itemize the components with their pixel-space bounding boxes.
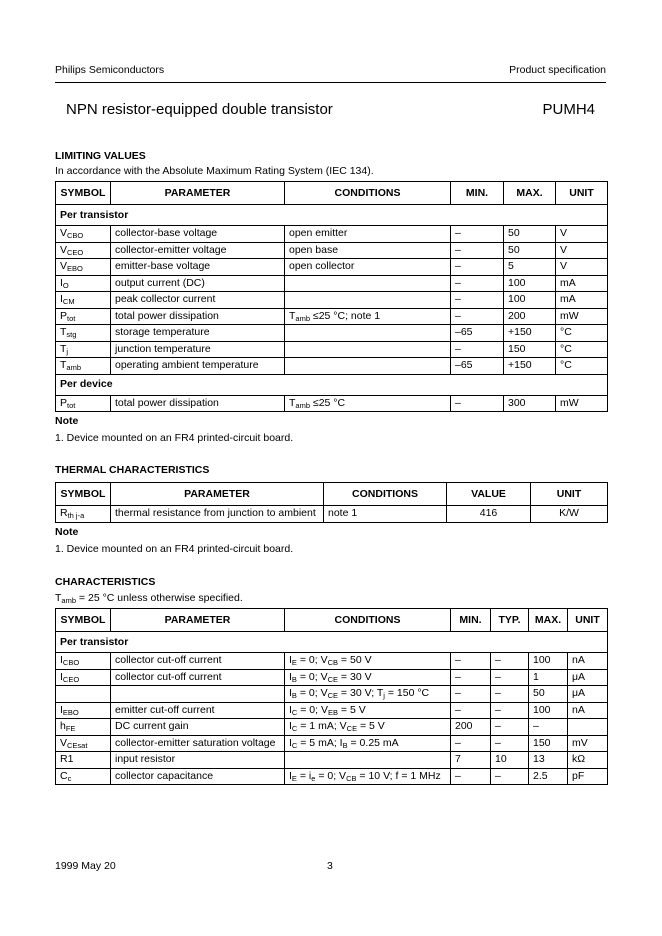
conditions-cell — [285, 275, 451, 292]
group-row — [56, 205, 608, 226]
symbol-cell: $I_O$ — [56, 275, 111, 292]
symbol-cell: $P_{tot}$ — [56, 308, 111, 325]
conditions-cell — [285, 358, 451, 375]
chars-intro: $T_{amb} = 25$ °C unless otherwise specified. — [55, 592, 243, 605]
typ-cell: – — [491, 702, 529, 719]
column-header: VALUE — [447, 483, 531, 506]
max-cell: 100 — [504, 275, 556, 292]
table-row — [56, 768, 608, 785]
max-cell: 200 — [504, 308, 556, 325]
symbol-cell — [56, 686, 111, 703]
max-cell: 150 — [529, 735, 568, 752]
company-name: Philips Semiconductors — [55, 64, 165, 76]
group-label: Per transistor — [56, 632, 608, 653]
table-row — [56, 226, 608, 243]
limiting-values-table — [55, 181, 608, 412]
min-cell: – — [451, 686, 491, 703]
symbol-cell: $V_{EBO}$ — [56, 259, 111, 276]
symbol-cell: $T_{amb}$ — [56, 358, 111, 375]
parameter-cell: total power dissipation — [111, 308, 285, 325]
doc-type: Product specification — [509, 64, 606, 76]
unit-cell: mA — [556, 292, 608, 309]
parameter-cell: storage temperature — [111, 325, 285, 342]
conditions-cell — [285, 325, 451, 342]
min-cell: – — [451, 735, 491, 752]
unit-cell: nA — [568, 702, 608, 719]
min-cell: –65 — [451, 325, 504, 342]
characteristics-table — [55, 608, 608, 785]
min-cell: – — [451, 226, 504, 243]
footer-date: 1999 May 20 — [55, 860, 116, 872]
table-header-row — [56, 609, 608, 632]
table-row — [56, 259, 608, 276]
table-row — [56, 325, 608, 342]
max-cell: +150 — [504, 325, 556, 342]
min-cell: – — [451, 702, 491, 719]
header-rule — [55, 82, 606, 83]
conditions-cell: $I_B = 0$; $V_{CE} = 30$ V — [285, 669, 451, 686]
column-header: CONDITIONS — [285, 609, 451, 632]
table-header-row — [56, 483, 608, 506]
symbol-cell: $T_j$ — [56, 341, 111, 358]
min-cell: – — [451, 275, 504, 292]
group-row — [56, 632, 608, 653]
parameter-cell: DC current gain — [111, 719, 285, 736]
symbol-cell: $I_{EBO}$ — [56, 702, 111, 719]
conditions-cell: open emitter — [285, 226, 451, 243]
parameter-cell: peak collector current — [111, 292, 285, 309]
conditions-cell: $I_E = i_e = 0$; $V_{CB} = 10$ V; f = 1 MHz — [285, 768, 451, 785]
parameter-cell: collector-emitter saturation voltage — [111, 735, 285, 752]
chars-heading: CHARACTERISTICS — [55, 576, 156, 588]
unit-cell: V — [556, 226, 608, 243]
thermal-note-title: Note — [55, 526, 79, 538]
parameter-cell: thermal resistance from junction to ambient — [111, 506, 324, 523]
conditions-cell: $T_{amb} \le 25$ °C — [285, 395, 451, 412]
column-header: MAX. — [529, 609, 568, 632]
unit-cell: V — [556, 259, 608, 276]
unit-cell — [568, 719, 608, 736]
unit-cell: mA — [556, 275, 608, 292]
unit-cell: pF — [568, 768, 608, 785]
symbol-cell: $P_{tot}$ — [56, 395, 111, 412]
parameter-cell: total power dissipation — [111, 395, 285, 412]
max-cell: 300 — [504, 395, 556, 412]
column-header: UNIT — [531, 483, 608, 506]
typ-cell: – — [491, 669, 529, 686]
unit-cell: °C — [556, 358, 608, 375]
column-header: SYMBOL — [56, 483, 111, 506]
symbol-cell: $h_{FE}$ — [56, 719, 111, 736]
parameter-cell: emitter-base voltage — [111, 259, 285, 276]
limiting-note: 1. Device mounted on an FR4 printed-circuit board. — [55, 432, 294, 444]
conditions-cell: note 1 — [324, 506, 447, 523]
parameter-cell: emitter cut-off current — [111, 702, 285, 719]
parameter-cell: input resistor — [111, 752, 285, 769]
column-header: UNIT — [568, 609, 608, 632]
part-number: PUMH4 — [542, 101, 595, 118]
thermal-note: 1. Device mounted on an FR4 printed-circuit board. — [55, 543, 294, 555]
table-row — [56, 735, 608, 752]
conditions-cell: open collector — [285, 259, 451, 276]
column-header: SYMBOL — [56, 609, 111, 632]
symbol-cell: $I_{CM}$ — [56, 292, 111, 309]
footer-page-number: 3 — [327, 860, 333, 872]
parameter-cell: collector-base voltage — [111, 226, 285, 243]
limiting-intro: In accordance with the Absolute Maximum Rating System (IEC 134). — [55, 165, 374, 177]
conditions-cell: $I_C = 1$ mA; $V_{CE} = 5$ V — [285, 719, 451, 736]
column-header: UNIT — [556, 182, 608, 205]
min-cell: – — [451, 768, 491, 785]
max-cell: 100 — [504, 292, 556, 309]
unit-cell: nA — [568, 653, 608, 670]
max-cell: 100 — [529, 702, 568, 719]
parameter-cell: collector cut-off current — [111, 669, 285, 686]
unit-cell: °C — [556, 325, 608, 342]
min-cell: – — [451, 669, 491, 686]
conditions-cell: open base — [285, 242, 451, 259]
symbol-cell: $C_c$ — [56, 768, 111, 785]
column-header: CONDITIONS — [324, 483, 447, 506]
table-row — [56, 358, 608, 375]
unit-cell: K/W — [531, 506, 608, 523]
column-header: SYMBOL — [56, 182, 111, 205]
typ-cell: – — [491, 735, 529, 752]
max-cell: 100 — [529, 653, 568, 670]
typ-cell: – — [491, 653, 529, 670]
table-row — [56, 506, 608, 523]
column-header: TYP. — [491, 609, 529, 632]
table-row — [56, 752, 608, 769]
symbol-cell: $R_{th j-a}$ — [56, 506, 111, 523]
parameter-cell: collector-emitter voltage — [111, 242, 285, 259]
unit-cell: mV — [568, 735, 608, 752]
typ-cell: – — [491, 686, 529, 703]
conditions-cell — [285, 292, 451, 309]
typ-cell: – — [491, 768, 529, 785]
table-row — [56, 395, 608, 412]
symbol-cell: $V_{CEO}$ — [56, 242, 111, 259]
min-cell: – — [451, 653, 491, 670]
column-header: CONDITIONS — [285, 182, 451, 205]
min-cell: – — [451, 341, 504, 358]
group-label: Per device — [56, 374, 608, 395]
max-cell: 150 — [504, 341, 556, 358]
symbol-cell: $V_{CBO}$ — [56, 226, 111, 243]
table-row — [56, 242, 608, 259]
table-row — [56, 702, 608, 719]
conditions-cell: $I_C = 0$; $V_{EB} = 5$ V — [285, 702, 451, 719]
unit-cell: V — [556, 242, 608, 259]
table-row — [56, 669, 608, 686]
value-cell: 416 — [447, 506, 531, 523]
min-cell: – — [451, 259, 504, 276]
conditions-cell: $T_{amb} \le 25$ °C; note 1 — [285, 308, 451, 325]
typ-cell: – — [491, 719, 529, 736]
max-cell: 50 — [504, 242, 556, 259]
max-cell: 50 — [504, 226, 556, 243]
max-cell: – — [529, 719, 568, 736]
conditions-cell: $I_E = 0$; $V_{CB} = 50$ V — [285, 653, 451, 670]
column-header: PARAMETER — [111, 609, 285, 632]
parameter-cell: operating ambient temperature — [111, 358, 285, 375]
table-row — [56, 308, 608, 325]
min-cell: – — [451, 395, 504, 412]
table-row — [56, 686, 608, 703]
limiting-note-title: Note — [55, 415, 79, 427]
max-cell: +150 — [504, 358, 556, 375]
table-row — [56, 341, 608, 358]
max-cell: 2.5 — [529, 768, 568, 785]
max-cell: 1 — [529, 669, 568, 686]
limiting-heading: LIMITING VALUES — [55, 150, 146, 162]
unit-cell: μA — [568, 669, 608, 686]
column-header: MIN. — [451, 609, 491, 632]
symbol-cell: $T_{stg}$ — [56, 325, 111, 342]
parameter-cell: collector cut-off current — [111, 653, 285, 670]
conditions-cell — [285, 752, 451, 769]
unit-cell: kΩ — [568, 752, 608, 769]
min-cell: – — [451, 292, 504, 309]
max-cell: 13 — [529, 752, 568, 769]
typ-cell: 10 — [491, 752, 529, 769]
thermal-table — [55, 482, 608, 523]
parameter-cell: output current (DC) — [111, 275, 285, 292]
group-row — [56, 374, 608, 395]
conditions-cell — [285, 341, 451, 358]
min-cell: –65 — [451, 358, 504, 375]
group-label: Per transistor — [56, 205, 608, 226]
table-row — [56, 292, 608, 309]
max-cell: 50 — [529, 686, 568, 703]
table-row — [56, 719, 608, 736]
parameter-cell: collector capacitance — [111, 768, 285, 785]
document-title: NPN resistor-equipped double transistor — [66, 101, 333, 118]
unit-cell: °C — [556, 341, 608, 358]
parameter-cell — [111, 686, 285, 703]
table-header-row — [56, 182, 608, 205]
thermal-heading: THERMAL CHARACTERISTICS — [55, 464, 210, 476]
conditions-cell: $I_C = 5$ mA; $I_B = 0.25$ mA — [285, 735, 451, 752]
unit-cell: mW — [556, 395, 608, 412]
column-header: PARAMETER — [111, 182, 285, 205]
table-row — [56, 653, 608, 670]
conditions-cell: $I_B = 0$; $V_{CE} = 30$ V; $T_j = 150$ °C — [285, 686, 451, 703]
max-cell: 5 — [504, 259, 556, 276]
parameter-cell: junction temperature — [111, 341, 285, 358]
symbol-cell: $I_{CBO}$ — [56, 653, 111, 670]
symbol-cell: R1 — [56, 752, 111, 769]
column-header: PARAMETER — [111, 483, 324, 506]
column-header: MAX. — [504, 182, 556, 205]
table-row — [56, 275, 608, 292]
min-cell: – — [451, 308, 504, 325]
column-header: MIN. — [451, 182, 504, 205]
unit-cell: mW — [556, 308, 608, 325]
min-cell: 7 — [451, 752, 491, 769]
min-cell: 200 — [451, 719, 491, 736]
symbol-cell: $V_{CEsat}$ — [56, 735, 111, 752]
min-cell: – — [451, 242, 504, 259]
unit-cell: μA — [568, 686, 608, 703]
symbol-cell: $I_{CEO}$ — [56, 669, 111, 686]
